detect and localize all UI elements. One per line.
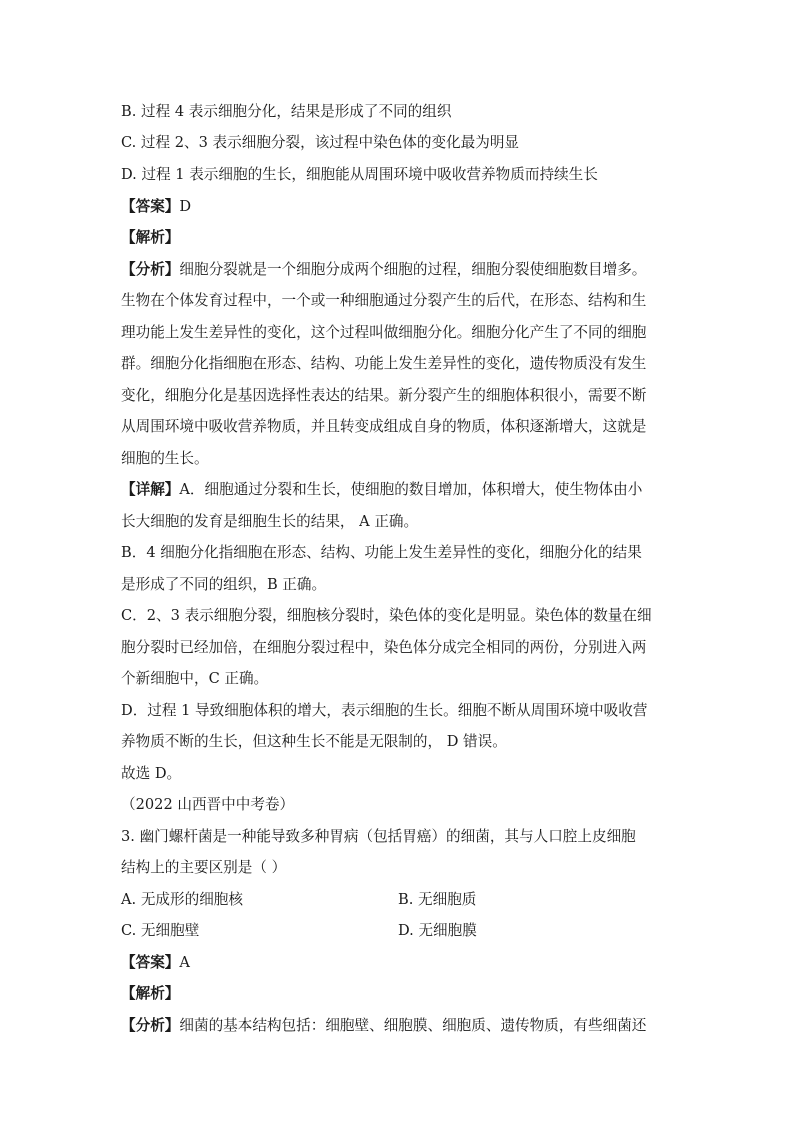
q2-analysis-line-7: 细胞的生长。	[121, 450, 209, 467]
q2-option-b: B. 过程 4 表示细胞分化，结果是形成了不同的组织	[121, 103, 452, 120]
q3-option-a: A. 无成形的细胞核	[121, 891, 243, 908]
detail-text: A．细胞通过分裂和生长，使细胞的数目增加，体积增大，使生物体由小	[179, 481, 643, 498]
q2-detail-line-6: 胞分裂时已经加倍，在细胞分裂过程中，染色体分成完全相同的两份，分别进入两	[121, 639, 647, 656]
q2-analysis-line-5: 变化，细胞分化是基因选择性表达的结果。新分裂产生的细胞体积很小，需要不断	[121, 387, 647, 404]
q2-detail-line-2: 长大细胞的发育是细胞生长的结果， A 正确。	[121, 513, 419, 530]
q2-conclusion: 故选 D。	[121, 765, 182, 782]
answer-tag: 【答案】	[121, 954, 180, 971]
analysis-tag: 【分析】	[121, 1017, 180, 1034]
q3-stem-line-1: 3. 幽门螺杆菌是一种能导致多种胃病（包括胃癌）的细菌，其与人口腔上皮细胞	[121, 828, 636, 845]
q3-stem-line-2: 结构上的主要区别是（ ）	[121, 859, 287, 876]
q2-analysis-line-6: 从周围环境中吸收营养物质，并且转变成组成自身的物质，体积逐渐增大，这就是	[121, 418, 647, 435]
q3-jiexi-heading: 【解析】	[121, 985, 180, 1002]
q2-jiexi-heading: 【解析】	[121, 229, 180, 246]
analysis-tag: 【分析】	[121, 261, 180, 278]
detail-tag: 【详解】	[121, 481, 180, 498]
q2-detail-line-8: D．过程 1 导致细胞体积的增大，表示细胞的生长。细胞不断从周围环境中吸收营	[121, 702, 648, 719]
analysis-text: 细菌的基本结构包括：细胞壁、细胞膜、细胞质、遗传物质，有些细菌还	[179, 1017, 647, 1034]
analysis-text: 细胞分裂就是一个细胞分成两个细胞的过程，细胞分裂使细胞数目增多。	[179, 261, 647, 278]
q2-detail-line-9: 养物质不断的生长，但这种生长不能是无限制的， D 错误。	[121, 733, 507, 750]
q2-option-d: D. 过程 1 表示细胞的生长，细胞能从周围环境中吸收营养物质而持续生长	[121, 166, 598, 183]
q2-detail-line-3: B．4 细胞分化指细胞在形态、结构、功能上发生差异性的变化，细胞分化的结果	[121, 544, 642, 561]
q2-analysis-line-3: 理功能上发生差异性的变化，这个过程叫做细胞分化。细胞分化产生了不同的细胞	[121, 324, 647, 341]
q3-analysis-line-1	[121, 1016, 646, 1036]
q3-option-c: C. 无细胞壁	[121, 922, 200, 939]
q3-option-b: B. 无细胞质	[398, 891, 477, 908]
q2-analysis-line-2: 生物在个体发育过程中，一个或一种细胞通过分裂产生的后代，在形态、结构和生	[121, 292, 647, 309]
q2-detail-line-1	[121, 480, 642, 500]
answer-tag: 【答案】	[121, 198, 180, 215]
q3-source: （2022 山西晋中中考卷）	[121, 796, 295, 813]
q2-detail-line-5: C．2、3 表示细胞分裂，细胞核分裂时，染色体的变化是明显。染色体的数量在细	[121, 607, 652, 624]
answer-value: A	[179, 954, 190, 971]
q2-option-c: C. 过程 2、3 表示细胞分裂，该过程中染色体的变化最为明显	[121, 134, 520, 151]
q3-option-d: D. 无细胞膜	[398, 922, 477, 939]
q2-detail-line-7: 个新细胞中，C 正确。	[121, 670, 269, 687]
answer-value: D	[179, 198, 192, 215]
q2-answer	[121, 197, 191, 217]
q2-analysis-line-4: 群。细胞分化指细胞在形态、结构、功能上发生差异性的变化，遗传物质没有发生	[121, 355, 647, 372]
q2-detail-line-4: 是形成了不同的组织，B 正确。	[121, 576, 327, 593]
q3-answer	[121, 953, 190, 973]
q2-analysis-line-1	[121, 260, 646, 280]
